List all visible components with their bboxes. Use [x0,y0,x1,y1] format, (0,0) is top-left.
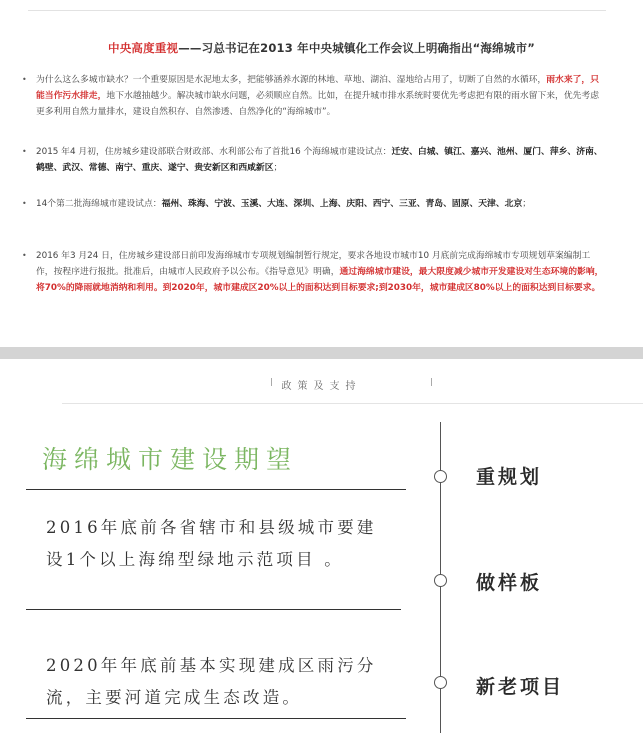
title-underline [26,489,406,490]
bullet-text: 为什么这么多城市缺水？一个重要原因是水泥地太多，把能够涵养水源的林地、草地、湖泊、湿地给占用了，切断了自然的水循环， [36,75,547,85]
timeline-node [434,574,447,587]
bullet-item [22,144,607,176]
headline-rest: ——习总书记在2013 年中央城镇化工作会议上明确指出“海绵城市” [178,41,535,55]
bullet-text: 地下水越抽越少。解决城市缺水问题，必须顺应自然。比如，在提升城市排水系统时要优先考虑把有限的雨水留下来，优先考虑更多利用自然力量排水，建设自然积存、自然渗透、自然净化的“海绵城市”。 [36,91,600,117]
bullet-cities: 福州、珠海、宁波、玉溪、大连、深圳、上海、庆阳、西宁、三亚、青岛、固原、天津、北京 [161,199,523,209]
bullet-item [22,248,607,296]
bullet-emphasis: 雨水来了，只能当作污水排走， [36,75,600,101]
bullet-text: ； [273,163,283,173]
section-tab-label: 政策及支持 [281,381,362,392]
header-rule [62,403,643,404]
bullet-text: ； [522,199,532,209]
timeline-label-model: 做样板 [476,572,543,594]
timeline-label-planning: 重规划 [476,466,543,488]
section-separator-band [0,347,643,359]
bullet-text: 14个第二批海绵城市建设试点： [36,199,162,209]
paragraph-divider [26,609,401,610]
section-title: 海绵城市建设期望 [42,445,299,474]
timeline-node [434,470,447,483]
tab-tick-right [431,378,432,386]
timeline-label-projects: 新老项目 [476,676,565,698]
top-divider [28,10,606,11]
section-tab [0,377,643,391]
bullet-cities: 迁安、白城、镇江、嘉兴、池州、厦门、萍乡、济南、鹤壁、武汉、常德、南宁、重庆、遂宁、贵安新区和西咸新区 [36,147,603,173]
bullet-item [22,196,531,212]
bullet-text: 2015 年4 月初，住房城乡建设部联合财政部、水利部公布了首批16 个海绵城市建设试点： [36,147,392,157]
headline [0,40,643,56]
expectation-paragraph-2020: 2020年年底前基本实现建成区雨污分流，主要河道完成生态改造。 [46,656,377,707]
expectation-paragraph-2016: 2016年底前各省辖市和县级城市要建设1个以上海绵型绿地示范项目 。 [46,518,377,569]
timeline-node [434,676,447,689]
paragraph-divider [26,718,406,719]
headline-highlight: 中央高度重视 [108,41,179,55]
bullet-item [22,72,607,120]
bullet-text: 2016 年3 月24 日，住房城乡建设部日前印发海绵城市专项规划编制暂行规定，要求各地设市城市10 月底前完成海绵城市专项规划草案编制工作，按程序进行报批。批准后，由城市人民政府予以公布。《指导意见》明确， [36,251,591,277]
bullet-emphasis: 通过海绵城市建设，最大限度减少城市开发建设对生态环境的影响，将70%的降雨就地消纳和利用。到2020年，城市建成区20%以上的面积达到目标要求;到2030年，城市建成区80%以上的面积达到目标要求。 [36,267,604,293]
